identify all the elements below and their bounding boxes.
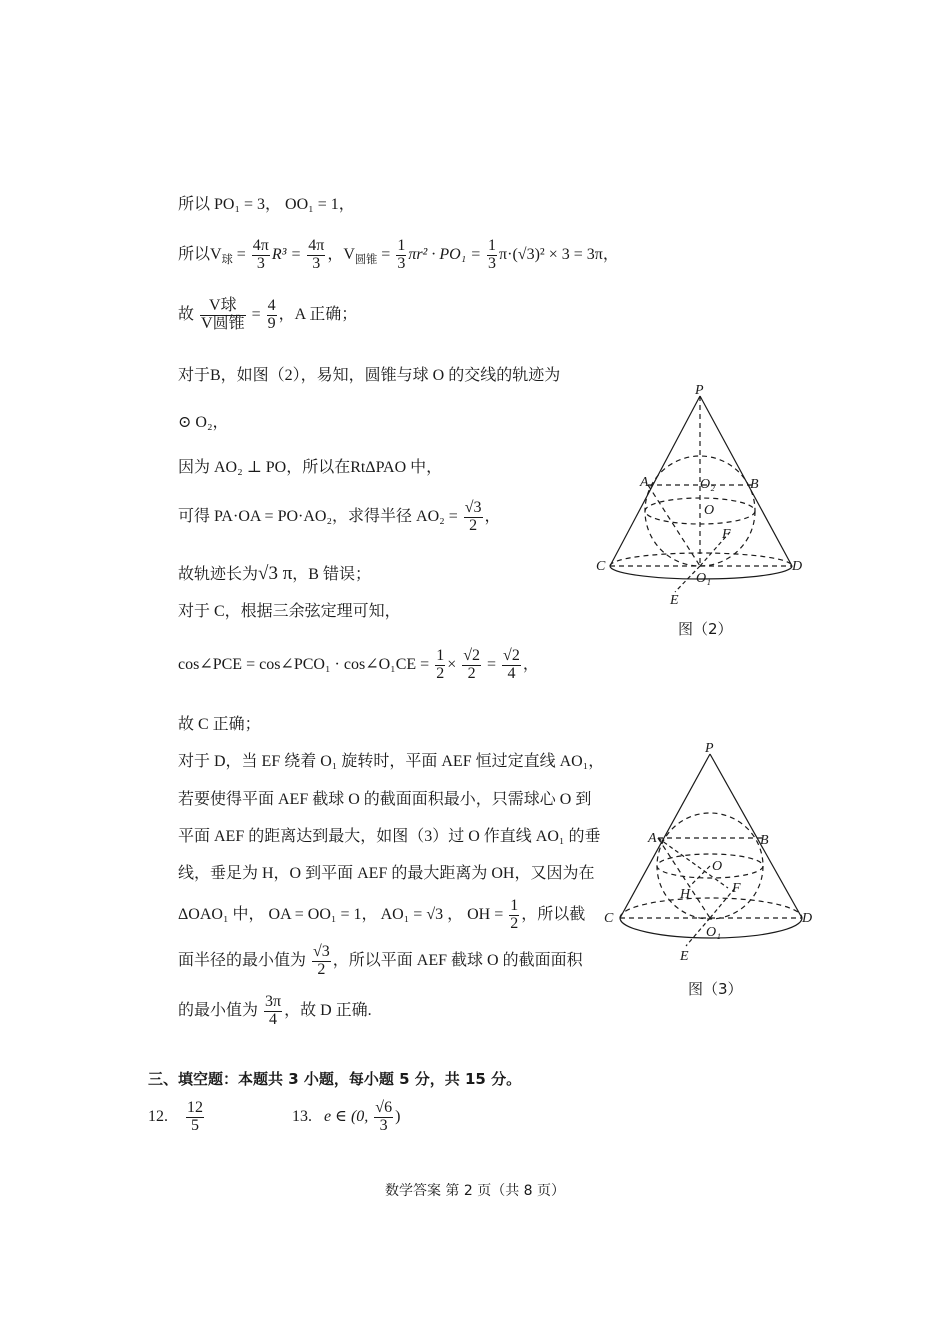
text-line: 可得 PA·OA = PO·AO₂，求得半径 AO₂ = $\frac{√3}{2}$ ，: [178, 499, 501, 534]
label-D: D: [792, 559, 803, 574]
text-line: 因为 AO₂ ⊥ PO，所以在RtΔPAO 中，: [178, 459, 443, 476]
label-C: C: [596, 559, 606, 574]
text-line: 线，垂足为 H，O 到平面 AEF 的最大距离为 OH，又因为在: [178, 865, 595, 882]
figure-2-cone-sphere: [580, 380, 820, 610]
figure-3-caption: 图（3）: [688, 980, 743, 998]
label-F: F: [722, 527, 731, 542]
fraction: $\frac{1}{2}$: [436, 647, 445, 682]
text-line: 故轨迹长为√3 π，B 错误；: [178, 563, 371, 584]
label-O: O: [704, 503, 715, 518]
fraction: $\frac{1}{2}$: [510, 897, 519, 932]
fraction: $\frac{1}{3}$: [397, 237, 406, 272]
text-line: 的最小值为 $\frac{3\pi}{4}$ ，故 D 正确.: [178, 993, 372, 1028]
text-line: ⊙ O₂，: [178, 414, 229, 431]
cosine-formula: cos∠PCE = cos∠PCO₁ · cos∠O₁CE = $\frac{1}{2}$ × $\frac{√2}{2}$ = $\frac{√2}{4}$ ，: [178, 647, 539, 682]
volume-formula: 所以$V_球$ = $\frac{4\pi}{3}$ R³ = $\frac{4\pi}{3}$ ，$V_{圆锥}$ = $\frac{1}{3}$ πr² · PO₁ = $\frac{1}{3}$ π·(√3)² × 3 = 3π，: [178, 237, 619, 272]
text-line: 若要使得平面 AEF 截球 O 的截面面积最小，只需球心 O 到: [178, 791, 592, 808]
label-O: O: [712, 859, 723, 874]
label-A: A: [648, 831, 657, 846]
answer-13: 13. e ∈ (0, $\frac{√6}{3}$ ): [292, 1099, 401, 1134]
label-O1: O₁: [706, 925, 721, 940]
label-D: D: [802, 911, 813, 926]
label-E: E: [670, 593, 679, 608]
label-P: P: [695, 383, 704, 398]
section-heading: 三、填空题：本题共 3 小题，每小题 5 分，共 15 分。: [148, 1070, 522, 1088]
label-A: A: [640, 475, 649, 490]
fraction: $\frac{1}{3}$: [488, 237, 497, 272]
answer-12: 12. $\frac{12}{5}$: [148, 1099, 203, 1134]
fraction: $\frac{√2}{2}$: [463, 647, 481, 682]
fraction: $\frac{√2}{4}$: [503, 647, 520, 682]
text-line: 面半径的最小值为 $\frac{√3}{2}$ ，所以平面 AEF 截球 O 的截面面积: [178, 943, 583, 978]
fraction: $\frac{\text{V球}}{\text{V圆锥}}$: [201, 297, 245, 332]
page-footer: 数学答案 第 2 页（共 8 页）: [384, 1183, 566, 1199]
fraction: $\frac{4\pi}{3}$: [308, 237, 325, 272]
label-O1: O₁: [696, 571, 711, 586]
figure-2-caption: 图（2）: [678, 620, 733, 638]
label-H: H: [680, 887, 691, 902]
text-line: ΔOAO₁ 中， OA = OO₁ = 1， AO₁ = √3 ， OH = $\frac{1}{2}$ ，所以截: [178, 897, 586, 932]
ratio-line: 故 $\frac{\text{V球}}{\text{V圆锥}}$ = $\frac{4}{9}$ ，A 正确；: [178, 297, 358, 332]
label-E: E: [680, 949, 689, 964]
text-line: 对于B，如图（2），易知，圆锥与球 O 的交线的轨迹为: [178, 367, 561, 384]
label-O2: O₂: [700, 477, 715, 492]
fraction: $\frac{3\pi}{4}$: [265, 993, 282, 1028]
text-line: 对于 C，根据三余弦定理可知，: [178, 603, 401, 620]
figure-3-cone-sphere: [600, 738, 820, 968]
fraction: $\frac{√6}{3}$: [375, 1099, 393, 1134]
label-P: P: [705, 741, 714, 756]
text-line: 所以 PO₁ = 3， OO₁ = 1，: [178, 196, 355, 213]
text-line: 故 C 正确；: [178, 716, 261, 733]
fraction: $\frac{4\pi}{3}$: [252, 237, 269, 272]
fraction: $\frac{√3}{2}$: [313, 943, 330, 978]
label-B: B: [760, 833, 769, 848]
fraction: $\frac{12}{5}$: [187, 1099, 203, 1134]
fraction: $\frac{√3}{2}$: [464, 499, 482, 534]
label-C: C: [604, 911, 614, 926]
label-B: B: [750, 477, 759, 492]
fraction: $\frac{4}{9}$: [267, 297, 276, 332]
label-F: F: [732, 881, 741, 896]
text-line: 对于 D，当 EF 绕着 O₁ 旋转时，平面 AEF 恒过定直线 AO₁，: [178, 753, 605, 770]
text-line: 平面 AEF 的距离达到最大，如图（3）过 O 作直线 AO₁ 的垂: [178, 828, 601, 845]
